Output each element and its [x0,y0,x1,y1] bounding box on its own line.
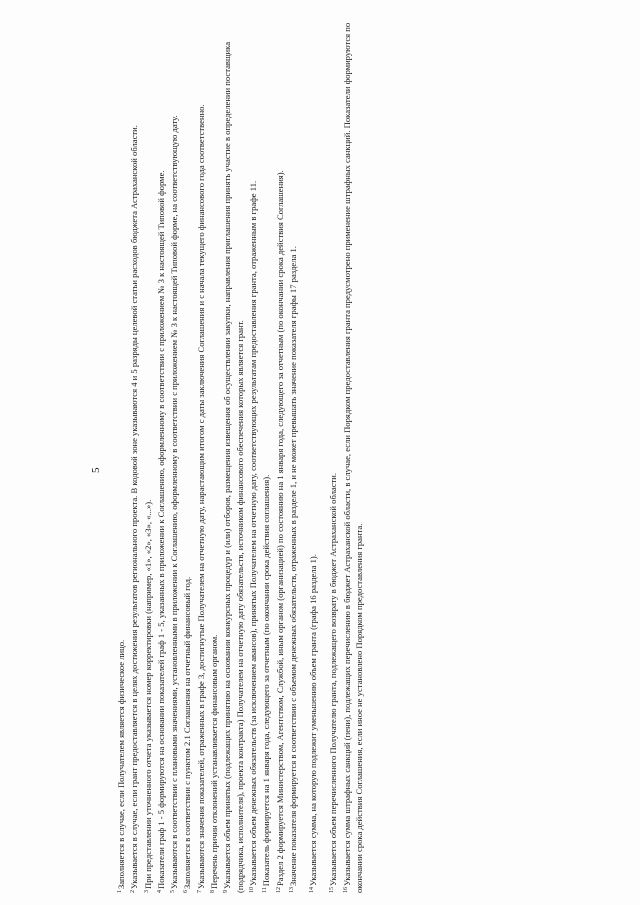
footnote-text: Показатели граф 1 - 5 формируются на основании показателей граф 1 - 5, указанных в приложении к Соглашению, оформленному в соответствии с приложением № 3 к настоящей Типовой форме. [155,170,166,889]
footnote-text: Указывается в случае, если грант предоставляется в целях достижения результатов регионального проекта. В кодовой зоне указываются 4 и 5 разряды целевой статьи расходов бюджета Астраханской области. [129,125,140,889]
footnote-marker: 11 [262,887,269,893]
footnote-marker: 6 [183,890,190,893]
footnote-10 [246,13,259,893]
footnote-16 [340,13,366,893]
footnote-marker: 3 [143,890,150,893]
footnote-text: Указывается объем перечисленного Получателю гранта, подлежащего возврату в бюджет Астраханской области. [328,472,339,886]
footnote-marker: 8 [210,890,217,893]
page-number: 5 [90,467,102,473]
footnote-marker: 15 [329,887,336,893]
footnote-text: Указывается объем денежных обязательств (за исключением авансов), принятых Получателем на отчетную дату, соответствующих результатам предоставления гранта, отраженным в графе 11. [247,180,258,886]
footnote-6 [180,13,193,893]
footnotes-list [114,13,365,893]
footnote-7 [194,13,207,893]
footnote-marker: 10 [248,887,255,893]
footnote-marker: 16 [342,887,349,893]
footnote-marker: 7 [196,890,203,893]
footnote-marker: 5 [170,890,177,893]
footnote-text: Раздел 2 формируется Министерством, Агентством, Службой, иным органом (организацией) по состоянию на 1 января года, следующего за отчетным (по окончании срока действия Соглашения). [274,170,285,886]
footnote-marker: 1 [117,890,123,893]
footnote-text: Значение показателя формируется в соответствии с объемом денежных обязательств, отраженных в разделе 1, и не может превышать значение показателя графы 17 раздела 1. [287,246,298,886]
footnote-marker: 4 [156,890,163,893]
footnote-marker: 14 [309,887,316,893]
footnote-marker: 12 [275,887,282,893]
footnote-8 [207,13,220,893]
footnote-5 [167,13,180,893]
footnote-marker: 9 [223,890,230,893]
footnote-4 [154,13,167,893]
footnote-15 [326,13,339,893]
footnote-marker: 13 [288,887,295,893]
footnote-text: Указывается сумма, на которую подлежит уменьшению объем гранта (графа 16 раздела 1). [308,554,319,886]
footnote-3 [141,13,154,893]
footnote-12 [273,13,286,893]
footnote-marker: 2 [130,890,137,893]
footnote-text: Заполняется в соответствии с пунктом 2.1 Соглашения на отчетный финансовый год. [182,576,193,889]
footnote-14 [306,13,319,893]
footnote-text: Указываются в соответствии с плановыми значениями, установленными в приложении к Соглашению, оформленному в соответствии с приложением № 3 к настоящей Типовой форме, на соответствующую дату. [169,115,180,889]
footnote-text: При представлении уточненного отчета указывается номер корректировки (например, «1», «2», «3», «...»). [142,499,153,889]
footnote-text: Указываются значения показателей, отраженных в графе 3, достигнутые Получателем на отчетную дату, нарастающим итогом с даты заключения Соглашения и с начала текущего финансового года соответственно. [195,104,206,889]
footnote-text: Указывается сумма штрафных санкций (пени), подлежащих перечислению в бюджет Астраханской области, в случае, если Порядком предоставления гранта предусмотрено применение штрафных санкций. Показатели формируются по окончании срока действия Соглашения, если иное не установлено Порядком предоставления гранта. [341,22,365,893]
footnote-11 [259,13,272,893]
footnote-text: Показатель формируется на 1 января года, следующего за отчетным (по окончании срока действия соглашения). [261,474,272,887]
footnote-text: Заполняется в случае, если Получателем является физическое лицо. [116,639,126,889]
footnote-13 [286,13,299,893]
footnote-1 [114,13,127,893]
footnote-text: Указывается объем принятых (подлежащих принятию на основании конкурсных процедур и (или) отборов, размещения извещения об осуществлении закупки, направления приглашения принять участие в определении поставщика (подрядчика, исполнителя), проекта контракта) Получателем на отчетную дату обязательств, источником финансового обеспечения которых является грант. [222,41,245,893]
footnote-text: Перечень причин отклонений устанавливается финансовым органом. [209,634,220,889]
footnote-9 [220,13,246,893]
rotated-sheet [90,13,630,893]
footnote-2 [127,13,140,893]
